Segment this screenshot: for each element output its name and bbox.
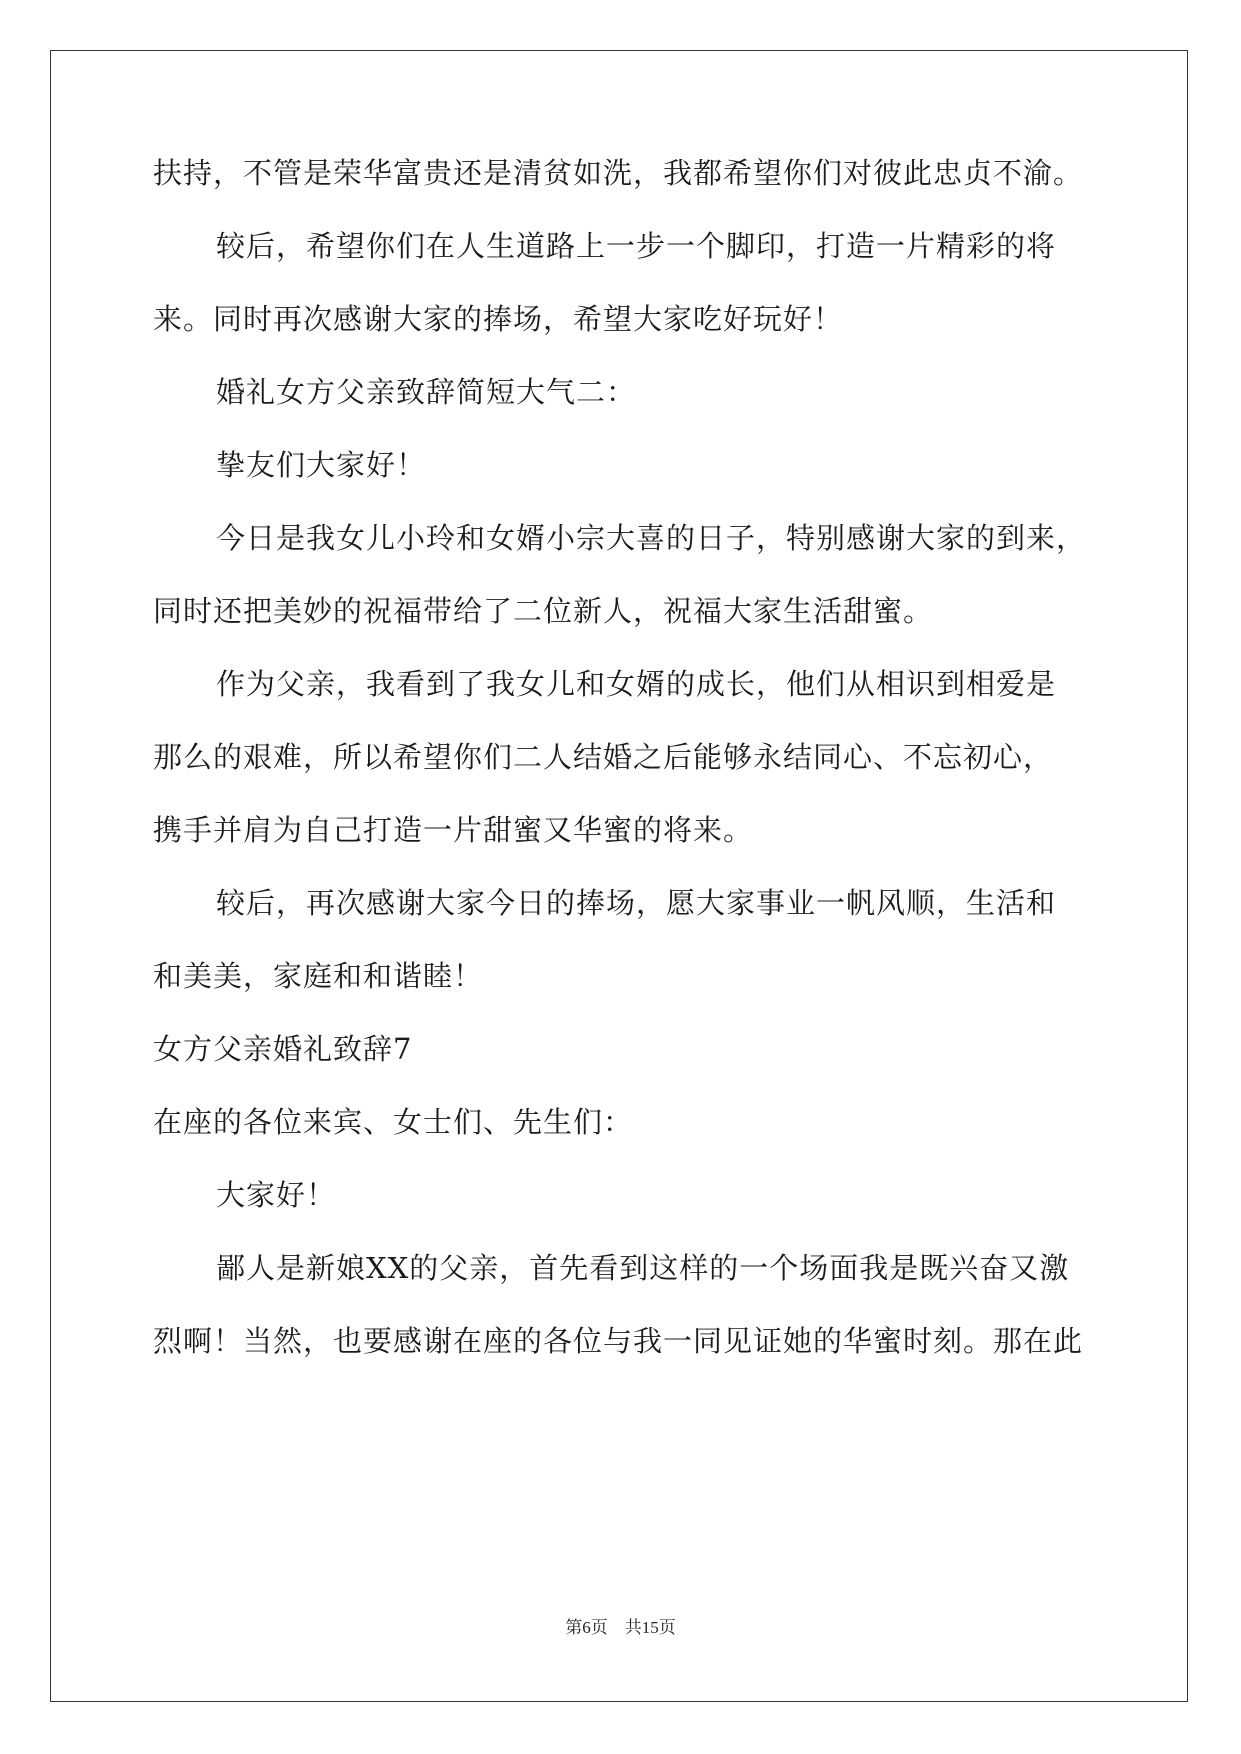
- text-line: 和美美，家庭和和谐睦！: [153, 959, 484, 993]
- text-line: 同时还把美妙的祝福带给了二位新人，祝福大家生活甜蜜。: [153, 594, 934, 628]
- text-line: 作为父亲，我看到了我女儿和女婿的成长，他们从相识到相爱是: [216, 667, 1057, 701]
- text-line: 扶持，不管是荣华富贵还是清贫如洗，我都希望你们对彼此忠贞不渝。: [153, 156, 1084, 190]
- section-heading: 婚礼女方父亲致辞简短大气二：: [216, 375, 637, 409]
- text-line: 今日是我女儿小玲和女婿小宗大喜的日子，特别感谢大家的到来，: [216, 521, 1087, 555]
- text-line: 携手并肩为自己打造一片甜蜜又华蜜的将来。: [153, 813, 754, 847]
- text-line: 那么的艰难，所以希望你们二人结婚之后能够永结同心、不忘初心，: [153, 740, 1054, 774]
- text-line: 较后，希望你们在人生道路上一步一个脚印，打造一片精彩的将: [216, 229, 1057, 263]
- text-line: 大家好！: [216, 1178, 337, 1212]
- page-border: [50, 50, 1188, 1702]
- text-line: 挚友们大家好！: [216, 448, 427, 482]
- text-line: 来。同时再次感谢大家的捧场，希望大家吃好玩好！: [153, 302, 844, 336]
- text-line: 在座的各位来宾、女士们、先生们：: [153, 1105, 634, 1139]
- section-title: 女方父亲婚礼致辞7: [153, 1032, 413, 1066]
- text-line: 烈啊！当然，也要感谢在座的各位与我一同见证她的华蜜时刻。那在此: [153, 1324, 1084, 1358]
- text-line: 较后，再次感谢大家今日的捧场，愿大家事业一帆风顺，生活和: [216, 886, 1057, 920]
- page-number-footer: 第6页 共15页: [565, 1618, 676, 1637]
- text-line: 鄙人是新娘XX的父亲，首先看到这样的一个场面我是既兴奋又激: [216, 1251, 1070, 1285]
